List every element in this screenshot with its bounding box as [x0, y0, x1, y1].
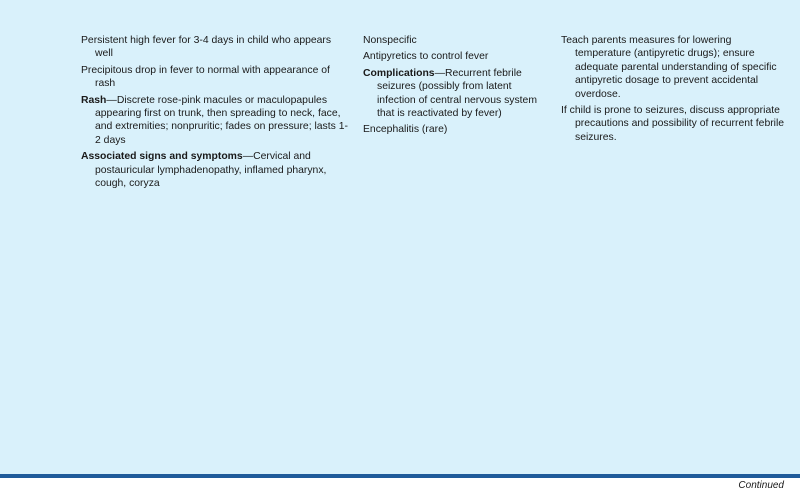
list-item: Rash—Discrete rose-pink macules or maculopapules appearing first on trunk, then spreading to neck, face, and extremities; nonpruritic; fades on pressure; lasts 1-2 days [81, 94, 348, 146]
list-item: Persistent high fever for 3-4 days in child who appears well [81, 35, 332, 60]
footer-rule [0, 474, 800, 478]
list-item: Nonspecific [363, 35, 417, 46]
list-item: Encephalitis (rare) [363, 124, 448, 136]
list-item: Teach parents measures for lowering temperature (antipyretic drugs); ensure adequate parental understanding of specific antipyretic dosage to prevent accidental overdose. [561, 35, 777, 100]
list-item: Complications—Recurrent febrile seizures (possibly from latent infection of central nervous system that is reactivated by fever) [363, 67, 537, 120]
list-item: If child is prone to seizures, discuss appropriate precautions and possibility of recurrent febrile seizures. [561, 105, 785, 143]
list-item: Precipitous drop in fever to normal with appearance of rash [81, 64, 330, 90]
list-item: Associated signs and symptoms—Cervical and postauricular lymphadenopathy, inflamed pharynx, cough, coryza [81, 151, 327, 190]
column-clinical-manifestations [81, 34, 351, 193]
continued-label: Continued [738, 480, 784, 491]
list-item: Antipyretics to control fever [363, 51, 489, 63]
column-therapeutic-management [363, 34, 543, 140]
column-nursing-considerations [561, 34, 789, 147]
